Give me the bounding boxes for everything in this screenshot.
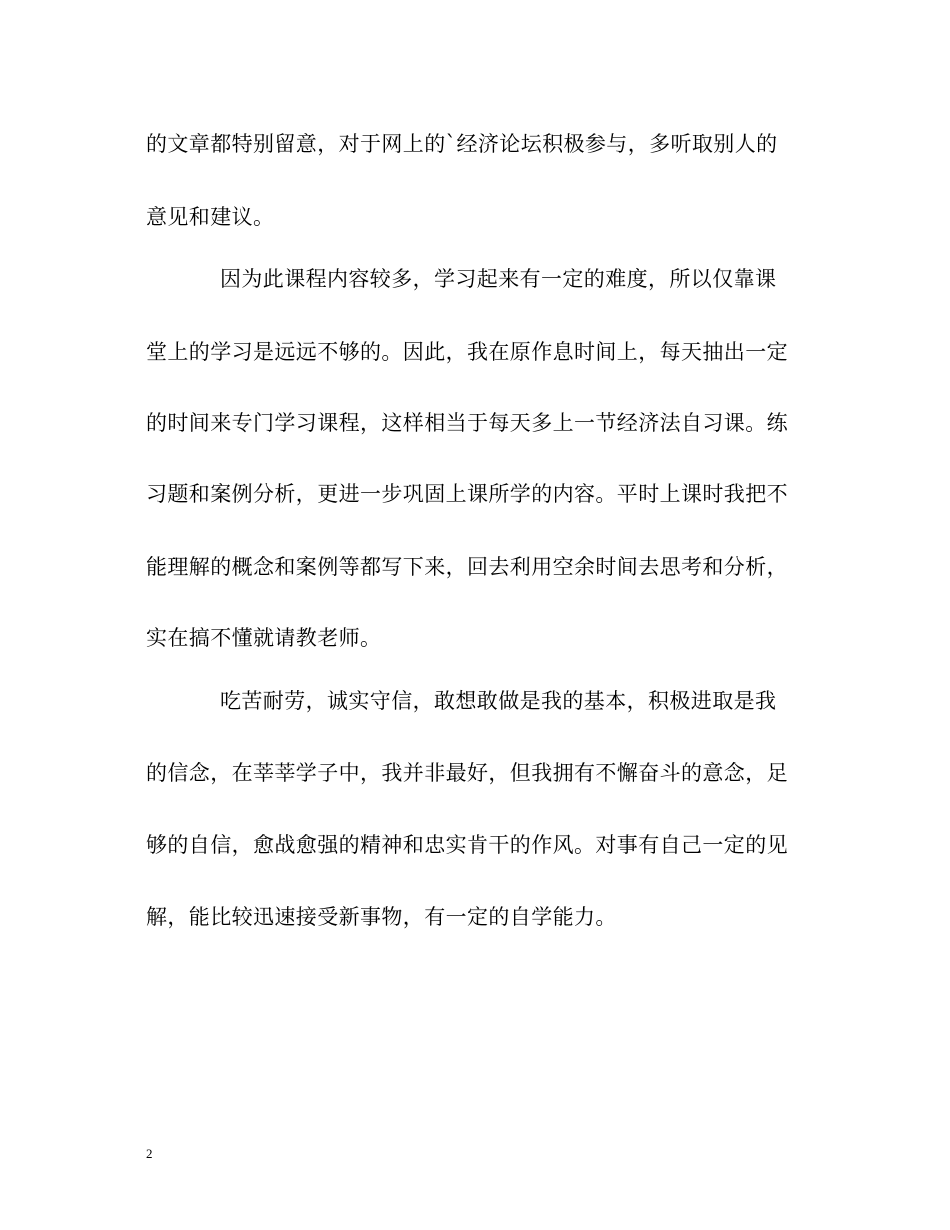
text-line: 因为此课程内容较多，学习起来有一定的难度，所以仅靠课 (220, 267, 777, 291)
text-line: 的时间来专门学习课程，这样相当于每天多上一节经济法自习课。练 (146, 411, 788, 435)
text-line: 能理解的概念和案例等都写下来，回去利用空余时间去思考和分析， (146, 555, 788, 579)
text-line: 吃苦耐劳，诚实守信，敢想敢做是我的基本，积极进取是我 (220, 689, 777, 713)
text-line: 习题和案例分析，更进一步巩固上课所学的内容。平时上课时我把不 (146, 482, 788, 506)
text-line: 的信念，在莘莘学子中，我并非最好，但我拥有不懈奋斗的意念，足 (146, 761, 788, 785)
text-line: 意见和建议。 (146, 205, 275, 229)
text-line: 解，能比较迅速接受新事物，有一定的自学能力。 (146, 905, 617, 929)
text-line: 实在搞不懂就请教老师。 (146, 626, 382, 650)
text-line: 够的自信，愈战愈强的精神和忠实肯干的作风。对事有自己一定的见 (146, 833, 788, 857)
text-line: 的文章都特别留意，对于网上的`经济论坛积极参与，多听取别人的 (146, 132, 778, 156)
page-number: 2 (146, 1146, 153, 1161)
text-line: 堂上的学习是远远不够的。因此，我在原作息时间上，每天抽出一定 (146, 340, 788, 364)
